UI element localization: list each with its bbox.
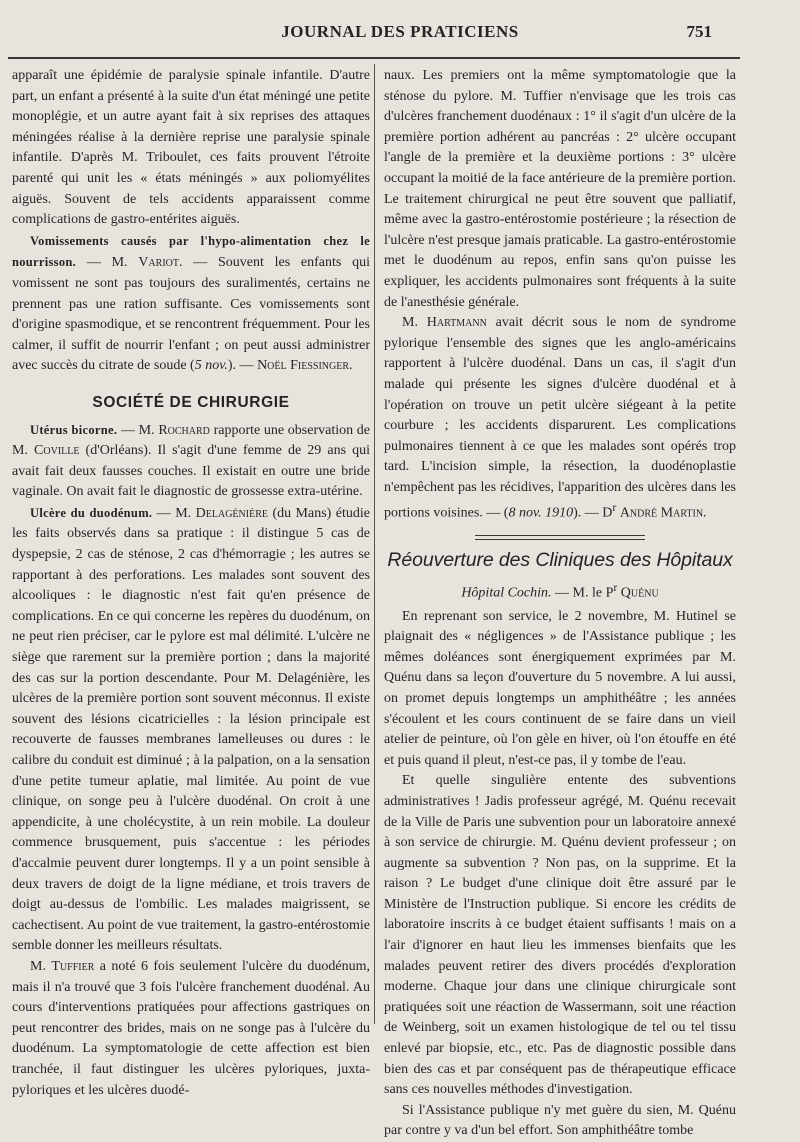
closing: ). — D — [573, 506, 613, 522]
superscript: r — [613, 581, 618, 595]
paragraph-text: (du Mans) étudie les faits observés dans sa pratique : il distingue 5 cas de dyspepsie, 2 cas de sténose, 2 cas d'hémorragie ; les autres se rapportant à des perforations. Les malades sont souvent des alcooliques : le diagnostic n'est fait qu'en présence de complications. En ce qui concerne les repères du duodénum, on ne peut rien préciser, car le pylore est mal délimité. L'ulcère ne siège que rarement sur la première portion ; dans la majorité des cas sur la portion descendante. Pour M. Delagénière, les ulcères de la première portion sont souvent méconnus. Il existe souvent des lésions cicatricielles : la lésion principale est recouverte de fausses membranes lamelleuses ou dures : le calibre du conduit est diminué ; à la palpation, on a la sensation d'une petite tumeur aplatie, mal limitée. Au point de vue clinique, on songe peu à l'ulcère duodénal. On croit à une appendicite, à une cholécystite, à un rein mobile. La douleur commence brusquement, puis s'accentue : les périodes d'accalmie peuvent durer longtemps. Il y a un point sensible à deux travers de doigt de la ligne médiane, et trois travers de doigt au-dessus de l'ombilic. Les malades maigrissent, se cachectisent. Au point de vue traitement, la gastro-entérostomie semble donner les meilleurs résultats. — [12, 505, 370, 954]
closing: ). — — [227, 358, 258, 374]
author-coville: Coville — [34, 443, 80, 459]
author-tuffier: Tuffier — [51, 958, 95, 974]
rubric-uterus-bicorne: Utérus bicorne. — [30, 422, 118, 437]
header-rule — [8, 57, 740, 59]
dash: — M. — [152, 505, 196, 521]
signature-fiessinger: Noël Fiessinger — [257, 358, 350, 374]
dash: — M. le P — [551, 585, 614, 601]
page-number: 751 — [686, 22, 712, 41]
article-title: Réouverture des Cliniques des Hôpitaux — [387, 548, 733, 571]
author-delageniere: Delagénière — [195, 505, 268, 521]
lead: M. — [30, 958, 52, 974]
running-title: JOURNAL DES PRATICIENS — [281, 22, 519, 41]
paragraph-text: (d'Orléans). Il s'agit d'une femme de 29 ans qui avait fait deux fausses couches. Il existait en outre une bride vaginale. On avait fait le diagnostic de grossesse extra-utérine. — [12, 443, 370, 500]
superscript: r — [612, 501, 617, 515]
paragraph-assistance-publique: Si l'Assistance publique n'y met guère du sien, M. Quénu par contre y va d'un bel effort. Son amphithéâtre tombe — [384, 1102, 736, 1139]
date: 8 nov. 1910 — [508, 506, 574, 522]
paragraph-tuffier-continued: naux. Les premiers ont la même symptomatologie que la sténose du pylore. M. Tuffier n'envisage que les trois cas d'ulcères franchement duodénaux : 1° il s'agit d'un ulcère de la première portion adhérent au pancréas : 2° ulcère occupant l'angle de la première et la deuxième portions : 3° ulcère occupant la moitié de la face antérieure de la première portion. Le traitement chirurgical ne peut être souvent que palliatif, même avec la gastro-entérostomie postérieure ; la résection de l'ulcère n'est presque jamais praticable. La gastro-entérostomie met le duodénum au repos, enfin sans qu'on puisse les expliquer, les accidents pulmonaires sont fréquents à la suite de l'anesthésie générale. — [384, 68, 736, 310]
page-header — [0, 18, 800, 48]
lead: M. — [402, 315, 427, 331]
period: . — [703, 506, 707, 522]
dash: — M. — [76, 255, 139, 271]
left-column — [12, 66, 370, 1101]
signature-andre-martin: André Martin — [619, 506, 704, 522]
paragraph-text: . — Souvent les enfants qui vomissent ne sont pas toujours des suralimentés, certains ne prennent pas une ration suffisante. Ces vomissements sont d'origine spasmodique, et se rencontrent fréquemment. Pour les calmer, il suffit de nourrir l'enfant ; on peut aussi administrer avec succès du citrate de soude ( — [12, 255, 371, 374]
hospital-name: Hôpital Cochin. — [461, 585, 552, 601]
period: . — [349, 358, 353, 374]
paragraph-reopening: En reprenant son service, le 2 novembre, M. Hutinel se plaignait des « négligences » de l'Assistance publique ; les mêmes doléances sont énergiquement exprimées par M. Quénu dans sa leçon d'ouverture du 5 novembre. A lui aussi, on promet depuis longtemps un amphithéâtre ; les années s'écoulent et les cours continuent de se faire dans un vieil atelier de peinture, où l'on gèle en hiver, où l'on étouffe en été et puis quand il pleut, n'est-ce pas, il y tombe de l'eau. — [384, 608, 736, 768]
author-variot: Variot — [138, 255, 179, 271]
article-subhead — [384, 578, 736, 604]
section-separator-rule — [475, 535, 645, 540]
author-hartmann: Hartmann — [426, 315, 487, 331]
paragraph-hartmann — [384, 313, 736, 525]
rubric-vomissements: Vomissements causés par l'hypo-alimentation chez le nourrisson. — [12, 233, 370, 270]
paragraph-poliomyelitis-end: apparaît une épidémie de paralysie spinale infantile. D'autre part, un enfant a présenté à la suite d'un état méningé une petite monoplégie, et un autre ayant fait à six reprises des attaques méningées réalise à la dernière reprise une paralysie spinale infantile. D'après M. Triboulet, ces faits prouvent l'étroite parenté qui unit les « états méningés » aux poliomyélites aiguës. Souvent de tels accidents apparaissent comme complications de gastro-entérites aiguës. — [12, 68, 370, 228]
paragraph-ulcere-duodenum — [12, 503, 370, 957]
section-title-societe-chirurgie: SOCIÉTÉ DE CHIRURGIE — [92, 393, 290, 411]
author-rochard: Rochard — [158, 422, 210, 438]
paragraph-text: rapporte une observation de M. — [12, 422, 371, 459]
paragraph-uterus-bicorne — [12, 420, 370, 503]
date: 5 nov. — [194, 358, 228, 374]
paragraph-text: avait décrit sous le nom de syndrome pylorique l'ensemble des signes que les anglo-américains rapportent à l'ulcère duodénal. Dans un cas, il s'agit d'un malade qui présente les signes d'ulcère duodénal et à l'opération on trouve un petit ulcère siégeant à la petite courbure ; les accidents disparurent. Les complications pulmonaires tiennent à ce que les malades sont opérés trop tard. L'incision simple, la résection, la duodénoplastie n'empêchent pas les récidives, l'apparition des ulcères dans les portions voisines. — ( — [384, 315, 736, 522]
rubric-ulcere-duodenum: Ulcère du duodénum. — [30, 505, 153, 520]
paragraph-subventions: Et quelle singulière entente des subventions administratives ! Jadis professeur agrégé, M. Quénu recevait de la Ville de Paris une subvention pour un laboratoire annexé à son service de chirurgie. M. Quénu devient professeur ; on augmente sa subvention ? Non pas, on la supprime. Et la raison ? Le budget d'une clinique doit être assuré par le Ministère de l'Instruction publique. Si encore les crédits de laboratoire inscrits à ce budget étaient suffisants ! mais on a l'air d'ignorer en haut lieu les immenses bienfaits que les malades peuvent retirer des divers procédés d'exploration moderne. Chaque jour dans une clinique chirurgicale sont pratiquées soit une réaction de Wassermann, soit une réaction de Weinberg, soit un examen histologique de tel ou tel tissu enlevé par biopsie, etc., etc. Pas de diagnostic possible dans bien des cas et par conséquent pas de thérapeutique efficace sans ces nouvelles méthodes d'investigation. — [384, 773, 736, 1098]
column-divider — [374, 64, 375, 1024]
professor-name: Quénu — [620, 585, 659, 601]
paragraph-text: a noté 6 fois seulement l'ulcère du duodénum, mais il n'a trouvé que 3 fois l'ulcère franchement duodénal. Au cours d'interventions pratiquées pour affections gastriques on peut rencontrer des brides, mais on ne songe pas à l'ulcère du duodénum. La symptomatologie de cette affection est bien tranchée, il faut distinguer les ulcères pyloriques, juxta-pyloriques et les ulcères duodé- — [12, 958, 370, 1098]
paragraph-tuffier — [12, 957, 370, 1101]
paragraph-vomissements — [12, 231, 370, 377]
dash: — M. — [117, 422, 159, 438]
right-column — [384, 66, 736, 1142]
